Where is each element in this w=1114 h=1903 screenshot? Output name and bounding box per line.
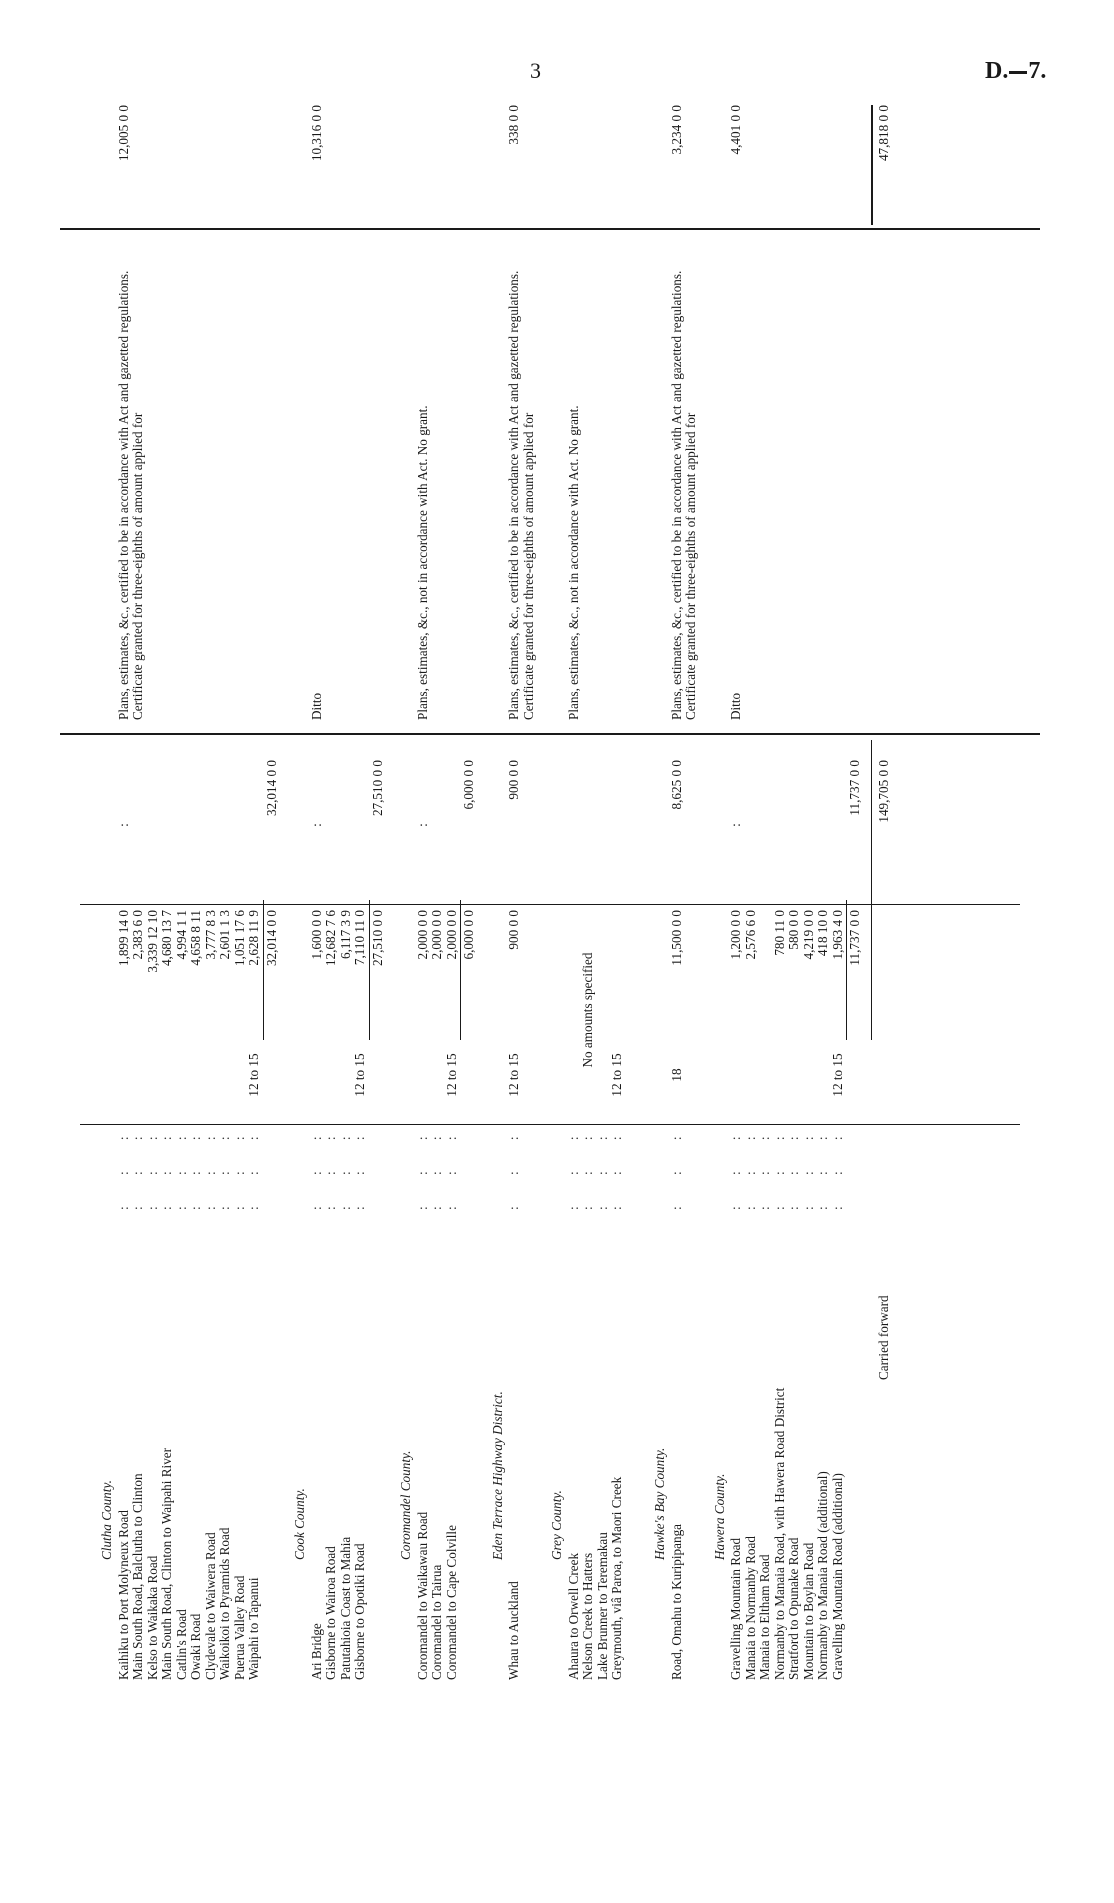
total-amount: 11,737 0 0	[847, 760, 862, 816]
total-amount: 900 0 0	[506, 760, 521, 800]
table-row	[773, 100, 788, 1680]
doc-ref-suffix: 7.	[1028, 58, 1047, 84]
rate-range: 12 to 15	[829, 1053, 845, 1097]
amount-note: No amounts specified	[580, 952, 595, 1068]
amount: 7,110 11 0	[352, 910, 367, 966]
road-name: Coromandel to Waikawau Road	[414, 1511, 430, 1680]
leader-dots: : : :	[217, 1122, 232, 1210]
road-name: Ari Bridge	[308, 1623, 324, 1680]
leader-dots: : : :	[443, 1122, 459, 1210]
remark: Plans, estimates, &c., not in accordance with Act. No grant.	[565, 405, 581, 720]
table-row	[744, 100, 759, 1680]
road-name: Clydevale to Waiwera Road	[202, 1532, 218, 1680]
road-name: Lake Brunner to Teremakau	[594, 1532, 610, 1680]
amount: 2,601 1 3	[217, 910, 232, 960]
road-name: Owaki Road	[188, 1613, 203, 1680]
doc-ref-dash	[1009, 71, 1027, 74]
subtotal: 6,000 0 0	[461, 910, 476, 960]
amount: 2,383 6 0	[130, 910, 145, 960]
road-name: Greymouth, viâ Paroa, to Maori Creek	[609, 1476, 624, 1680]
leader-dots: : : :	[173, 1122, 189, 1210]
total-marker: :	[414, 823, 430, 827]
footer-rule	[871, 740, 872, 1040]
amount: 4,658 8 11	[188, 910, 203, 966]
road-name: Main South Road, Clinton to Waipahi River	[159, 1447, 174, 1680]
leader-dots: : : :	[757, 1122, 772, 1210]
table-row	[247, 100, 262, 1680]
subtotal: 11,737 0 0	[847, 910, 862, 966]
table-row	[339, 100, 354, 1680]
leader-dots: : : :	[771, 1122, 787, 1210]
road-name: Waipahi to Tapanui	[246, 1577, 261, 1680]
amount: 1,600 0 0	[308, 910, 324, 960]
road-name: Kaihiku to Port Molyneux Road	[115, 1510, 131, 1680]
rate-range: 12 to 15	[246, 1053, 261, 1097]
remark: Ditto	[308, 692, 324, 720]
rate-range: 18	[668, 1068, 684, 1082]
leader-dots: : : :	[800, 1122, 816, 1210]
leader-dots: : : :	[414, 1122, 430, 1210]
leader-dots: : : :	[565, 1122, 581, 1210]
road-name: Gravelling Mountain Road (additional)	[829, 1473, 845, 1680]
road-name: Road, Omahu to Kuripipanga	[668, 1523, 684, 1680]
leader-dots: : : :	[580, 1122, 595, 1210]
leader-dots: : : :	[337, 1122, 353, 1210]
table-row	[610, 100, 625, 1680]
amount: 2,000 0 0	[443, 910, 459, 960]
table-row	[189, 100, 204, 1680]
table-row	[175, 100, 190, 1680]
road-name: Coromandel to Tairua	[429, 1564, 444, 1680]
table-row	[758, 100, 773, 1680]
carried-forward-label: Carried forward	[875, 1295, 891, 1380]
road-name: Whau to Auckland	[506, 1581, 521, 1680]
rotated-table	[60, 100, 1040, 1680]
remark: Ditto	[728, 692, 743, 720]
subtotal: 32,014 0 0	[263, 910, 279, 967]
table-row	[802, 100, 817, 1680]
leader-dots: : : :	[159, 1122, 174, 1210]
amount: 11,500 0 0	[668, 910, 684, 966]
road-name: Normanby to Manaia Road, with Hawera Road District	[771, 1387, 787, 1680]
amount: 900 0 0	[506, 910, 521, 950]
table-row	[324, 100, 339, 1680]
carried-forward-grant: 47,818 0 0	[875, 105, 891, 162]
total-amount: 32,014 0 0	[263, 760, 279, 817]
amount: 418 10 0	[815, 910, 830, 957]
amount: 1,051 17 6	[231, 910, 247, 967]
table-row	[445, 100, 460, 1680]
county-heading: Grey County.	[549, 1490, 564, 1560]
leader-dots: : : :	[594, 1122, 610, 1210]
total-amount: 8,625 0 0	[668, 760, 684, 810]
leader-dots: : : :	[231, 1122, 247, 1210]
road-name: Patutahioia Coast to Mahia	[337, 1536, 353, 1680]
grant-amount: 338 0 0	[506, 105, 521, 145]
road-name: Catlin's Road	[173, 1609, 189, 1680]
table-row	[831, 100, 846, 1680]
road-name: Normanby to Manaia Road (additional)	[815, 1471, 830, 1680]
leader-dots: : : :	[786, 1122, 801, 1210]
leader-dots: : : :	[188, 1122, 203, 1210]
leader-dots: : : :	[506, 1122, 521, 1210]
road-name: Gravelling Mountain Road	[728, 1537, 743, 1680]
grant-amount: 10,316 0 0	[308, 105, 324, 162]
doc-ref-prefix: D.	[985, 58, 1009, 84]
amount: 4,219 0 0	[800, 910, 816, 960]
table-row	[581, 100, 596, 1680]
rate-range: 12 to 15	[506, 1053, 521, 1097]
amount: 6,117 3 9	[337, 910, 353, 959]
table-row	[430, 100, 445, 1680]
table-row	[160, 100, 175, 1680]
table-row	[218, 100, 233, 1680]
amount: 2,000 0 0	[429, 910, 444, 960]
county-heading: Eden Terrace Highway District.	[489, 1391, 505, 1560]
county-heading: Coromandel County.	[398, 1450, 413, 1560]
road-name: Nelson Creek to Hatters	[580, 1552, 595, 1680]
road-name: Waikoikoi to Pyramids Road	[217, 1527, 232, 1680]
table-row	[146, 100, 161, 1680]
leader-dots: : : :	[308, 1122, 324, 1210]
total-marker: :	[728, 823, 743, 827]
grant-total-rule	[871, 105, 873, 225]
amount: 1,963 4 0	[829, 910, 845, 960]
table-row	[596, 100, 611, 1680]
leader-dots: : : :	[130, 1122, 145, 1210]
road-name: Manaia to Eltham Road	[757, 1554, 772, 1680]
rate-range: 12 to 15	[352, 1053, 367, 1097]
document-reference	[985, 58, 1046, 85]
road-name: Puerua Valley Road	[231, 1575, 247, 1680]
total-amount: 6,000 0 0	[461, 760, 476, 810]
table-row	[787, 100, 802, 1680]
amount: 1,899 14 0	[115, 910, 131, 967]
road-name: Coromandel to Cape Colville	[443, 1525, 459, 1680]
leader-dots: : : :	[609, 1122, 624, 1210]
table-row	[233, 100, 248, 1680]
amount: 2,628 11 9	[246, 910, 261, 966]
road-name: Manaia to Normanby Road	[742, 1536, 758, 1680]
grant-amount: 12,005 0 0	[115, 105, 131, 162]
leader-dots: : : :	[742, 1122, 758, 1210]
table-row	[204, 100, 219, 1680]
amount: 2,000 0 0	[414, 910, 430, 960]
rate-range: 12 to 15	[609, 1053, 624, 1097]
amount: 580 0 0	[786, 910, 801, 950]
leader-dots: : : :	[323, 1122, 338, 1210]
rate-range: 12 to 15	[443, 1053, 459, 1097]
page-number: 3	[530, 58, 541, 83]
amount: 3,777 8 3	[202, 910, 218, 960]
leader-dots: : : :	[815, 1122, 830, 1210]
leader-dots: : : :	[829, 1122, 845, 1210]
leader-dots: : : :	[728, 1122, 743, 1210]
total-marker: :	[115, 823, 131, 827]
amount: 2,576 6 0	[742, 910, 758, 960]
road-name: Kelso to Waikaka Road	[144, 1555, 160, 1680]
county-heading: Cook County.	[292, 1488, 307, 1560]
carried-forward-total: 149,705 0 0	[875, 760, 891, 823]
table-row	[816, 100, 831, 1680]
road-name: Ahaura to Orwell Creek	[565, 1552, 581, 1680]
amount: 4,994 1 1	[173, 910, 189, 960]
amount: 12,682 7 6	[323, 910, 338, 967]
road-name: Main South Road, Balclutha to Clinton	[130, 1473, 145, 1680]
remark: Plans, estimates, &c., certified to be in accordance with Act and gazetted regulations. Certificate granted for three-eighths of amount applied for	[668, 270, 698, 720]
subtotal: 27,510 0 0	[369, 910, 385, 967]
amount: 1,200 0 0	[728, 910, 743, 960]
leader-dots: : : :	[202, 1122, 218, 1210]
road-name: Stratford to Opunake Road	[786, 1537, 801, 1680]
leader-dots: : : :	[144, 1122, 160, 1210]
total-amount: 27,510 0 0	[369, 760, 385, 817]
county-heading: Clutha County.	[99, 1480, 114, 1560]
road-name: Gisborne to Wairoa Road	[323, 1546, 338, 1680]
county-heading: Hawera County.	[711, 1473, 727, 1560]
road-name: Gisborne to Opotiki Road	[352, 1543, 367, 1680]
total-marker: :	[308, 823, 324, 827]
grant-amount: 4,401 0 0	[728, 105, 743, 155]
leader-dots: : : :	[246, 1122, 261, 1210]
leader-dots: : : :	[429, 1122, 444, 1210]
grant-amount: 3,234 0 0	[668, 105, 684, 155]
leader-dots: : : :	[668, 1122, 684, 1210]
remark: Plans, estimates, &c., not in accordance with Act. No grant.	[414, 405, 430, 720]
amount: 4,680 13 7	[159, 910, 174, 967]
leader-dots: : : :	[352, 1122, 367, 1210]
road-name: Mountain to Boylan Road	[800, 1542, 816, 1680]
leader-dots: : : :	[115, 1122, 131, 1210]
remark: Plans, estimates, &c., certified to be in accordance with Act and gazetted regulations. Certificate granted for three-eighths of amount applied for	[506, 270, 536, 720]
table-row	[353, 100, 368, 1680]
county-heading: Hawke's Bay County.	[652, 1447, 667, 1560]
remark: Plans, estimates, &c., certified to be in accordance with Act and gazetted regulations. Certificate granted for three-eighths of amount applied for	[115, 270, 145, 720]
amount: 780 11 0	[771, 910, 787, 956]
amount: 3,339 12 10	[144, 910, 160, 973]
